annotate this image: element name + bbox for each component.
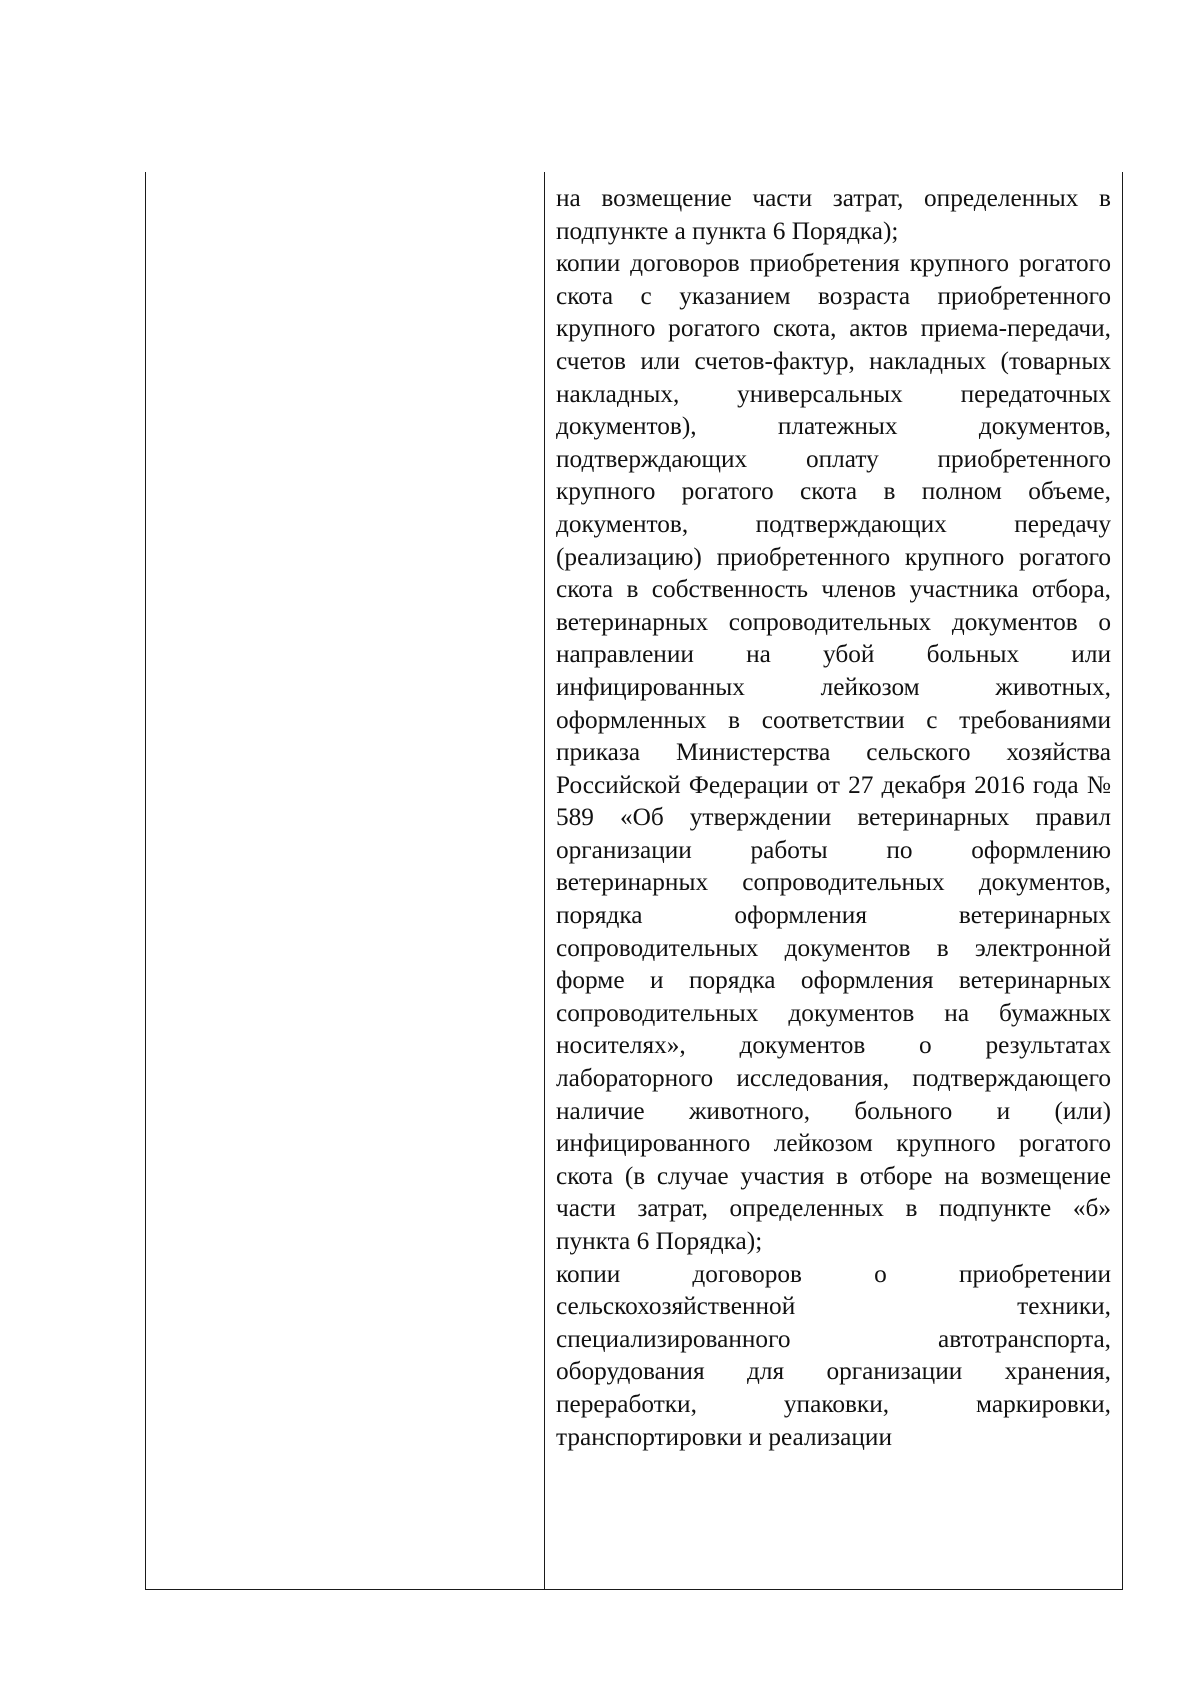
paragraph-2: копии договоров приобретения крупного рогатого скота с указанием возраста приобретенного крупного рогатого скота, актов приема-передачи, счетов или счетов-фактур, накладных (товарных накладных, универсальных передаточных документов), платежных документов, подтверждающих оплату приобретенного крупного рогатого скота в полном объеме, документов, подтверждающих передачу (реализацию) приобретенного крупного рогатого скота в собственность членов участника отбора, ветеринарных сопроводительных документов о направлении на убой больных или инфицированных лейкозом животных, оформленных в соответствии с требованиями приказа Министерства сельского хозяйства Российской Федерации от 27 декабря 2016 года № 589 «Об утверждении ветеринарных правил организации работы по оформлению ветеринарных сопроводительных документов, порядка оформления ветеринарных сопроводительных документов в электронной форме и порядка оформления ветеринарных сопроводительных документов на бумажных носителях», документов о результатах лабораторного исследования, подтверждающего наличие животного, больного и (или) инфицированного лейкозом крупного рогатого скота (в случае участия в отборе на возмещение части затрат, определенных в подпункте «б» пункта 6 Порядка); xyxy=(556,249,1111,1255)
cell-text-block xyxy=(545,172,1122,1453)
table-row xyxy=(146,172,1123,1590)
document-table xyxy=(145,172,1123,1590)
paragraph-3: копии договоров о приобретении сельскохозяйственной техники, специализированного автотранспорта, оборудования для организации хранения, переработки, упаковки, маркировки, транспортировки и реализации xyxy=(556,1259,1111,1451)
left-empty-cell xyxy=(146,172,545,1590)
paragraph-1: на возмещение части затрат, определенных в подпункте а пункта 6 Порядка); xyxy=(556,184,1111,245)
right-text-cell xyxy=(545,172,1123,1590)
